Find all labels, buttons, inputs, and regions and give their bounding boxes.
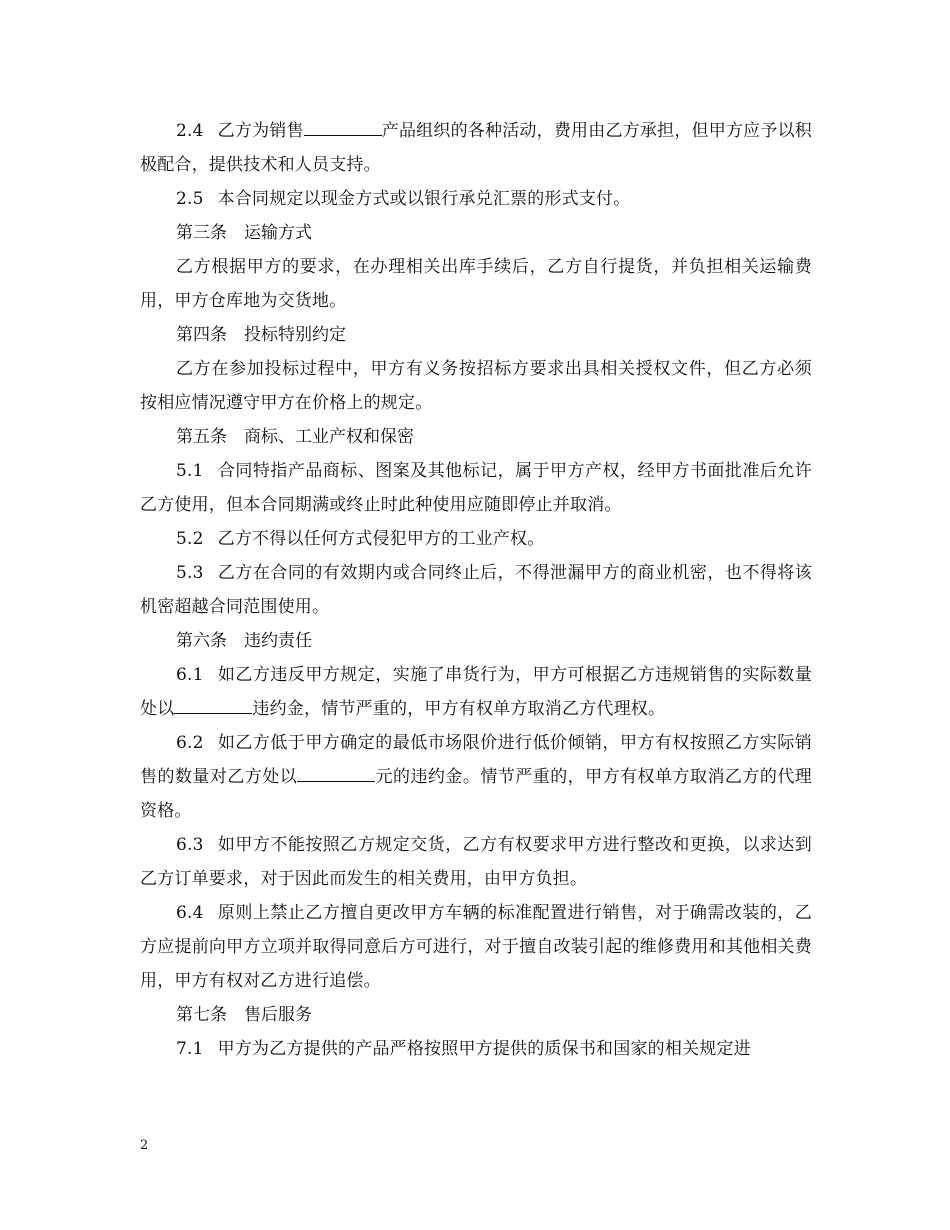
article-label: 第六条 bbox=[176, 631, 227, 651]
article-label: 第四条 bbox=[176, 325, 227, 345]
clause-text: 甲方为乙方提供的产品严格按照甲方提供的质保书和国家的相关规定进 bbox=[217, 1039, 751, 1059]
clause-6-1 bbox=[140, 658, 812, 726]
clause-number: 6.1 bbox=[176, 665, 204, 685]
clause-text: 如甲方不能按照乙方规定交货，乙方有权要求甲方进行整改和更换，以求达到乙方订单要求，对于因此而发生的相关费用，由甲方负担。 bbox=[140, 835, 812, 889]
article-6-heading bbox=[140, 624, 812, 658]
clause-number: 6.2 bbox=[176, 733, 204, 753]
article-title: 运输方式 bbox=[244, 223, 312, 243]
clause-7-1 bbox=[140, 1032, 812, 1066]
clause-5-3 bbox=[140, 556, 812, 624]
article-title: 投标特别约定 bbox=[244, 325, 346, 345]
clause-text: 乙方在合同的有效期内或合同终止后，不得泄漏甲方的商业机密，也不得将该机密超越合同范围使用。 bbox=[140, 563, 812, 617]
clause-2-5 bbox=[140, 182, 812, 216]
clause-number: 2.4 bbox=[176, 121, 204, 141]
fill-in-blank bbox=[297, 767, 375, 782]
clause-number: 5.1 bbox=[176, 461, 204, 481]
clause-text: 乙方为销售 bbox=[217, 121, 304, 141]
clause-number: 5.3 bbox=[176, 563, 204, 583]
clause-text: 元的违约金。情节严重的，甲方有权单方取消乙方的代理资格。 bbox=[140, 767, 812, 821]
article-label: 第三条 bbox=[176, 223, 227, 243]
clause-6-4 bbox=[140, 896, 812, 998]
article-title: 违约责任 bbox=[244, 631, 312, 651]
clause-text: 违约金，情节严重的，甲方有权单方取消乙方代理权。 bbox=[252, 699, 666, 719]
clause-text: 如乙方违反甲方规定，实施了串货行为，甲方可根据乙方违规销售的实际数量处以 bbox=[140, 665, 812, 719]
clause-number: 5.2 bbox=[176, 529, 204, 549]
clause-text: 如乙方低于甲方确定的最低市场限价进行低价倾销，甲方有权按照乙方实际销售的数量对乙方处以 bbox=[140, 733, 812, 787]
article-label: 第七条 bbox=[176, 1005, 227, 1025]
article-5-heading bbox=[140, 420, 812, 454]
article-title: 售后服务 bbox=[244, 1005, 312, 1025]
clause-6-3 bbox=[140, 828, 812, 896]
clause-text: 乙方根据甲方的要求，在办理相关出库手续后，乙方自行提货，并负担相关运输费用，甲方仓库地为交货地。 bbox=[140, 257, 812, 311]
clause-text: 乙方在参加投标过程中，甲方有义务按招标方要求出具相关授权文件，但乙方必须按相应情况遵守甲方在价格上的规定。 bbox=[140, 359, 812, 413]
clause-number: 2.5 bbox=[176, 189, 204, 209]
fill-in-blank bbox=[174, 699, 252, 714]
article-title: 商标、工业产权和保密 bbox=[244, 427, 414, 447]
article-label: 第五条 bbox=[176, 427, 227, 447]
clause-text: 产品组织的各种活动，费用由乙方承担，但甲方应予以积极配合，提供技术和人员支持。 bbox=[140, 121, 813, 175]
clause-text: 合同特指产品商标、图案及其他标记，属于甲方产权，经甲方书面批准后允许乙方使用，但本合同期满或终止时此种使用应随即停止并取消。 bbox=[140, 461, 812, 515]
article-4-heading bbox=[140, 318, 812, 352]
clause-6-2 bbox=[140, 726, 812, 828]
article-7-heading bbox=[140, 998, 812, 1032]
clause-number: 6.4 bbox=[176, 903, 204, 923]
clause-number: 7.1 bbox=[176, 1039, 204, 1059]
clause-text: 本合同规定以现金方式或以银行承兑汇票的形式支付。 bbox=[217, 189, 631, 209]
clause-2-4 bbox=[140, 114, 812, 182]
article-4-text bbox=[140, 352, 812, 420]
clause-number: 6.3 bbox=[176, 835, 204, 855]
clause-text: 原则上禁止乙方擅自更改甲方车辆的标准配置进行销售，对于确需改装的，乙方应提前向甲方立项并取得同意后方可进行，对于擅自改装引起的维修费用和其他相关费用，甲方有权对乙方进行追偿。 bbox=[140, 903, 812, 991]
document-body bbox=[140, 114, 812, 1066]
clause-text: 乙方不得以任何方式侵犯甲方的工业产权。 bbox=[217, 529, 545, 549]
article-3-heading bbox=[140, 216, 812, 250]
clause-5-2 bbox=[140, 522, 812, 556]
article-3-text bbox=[140, 250, 812, 318]
fill-in-blank bbox=[304, 121, 382, 136]
clause-5-1 bbox=[140, 454, 812, 522]
page-number: 2 bbox=[140, 1138, 149, 1153]
